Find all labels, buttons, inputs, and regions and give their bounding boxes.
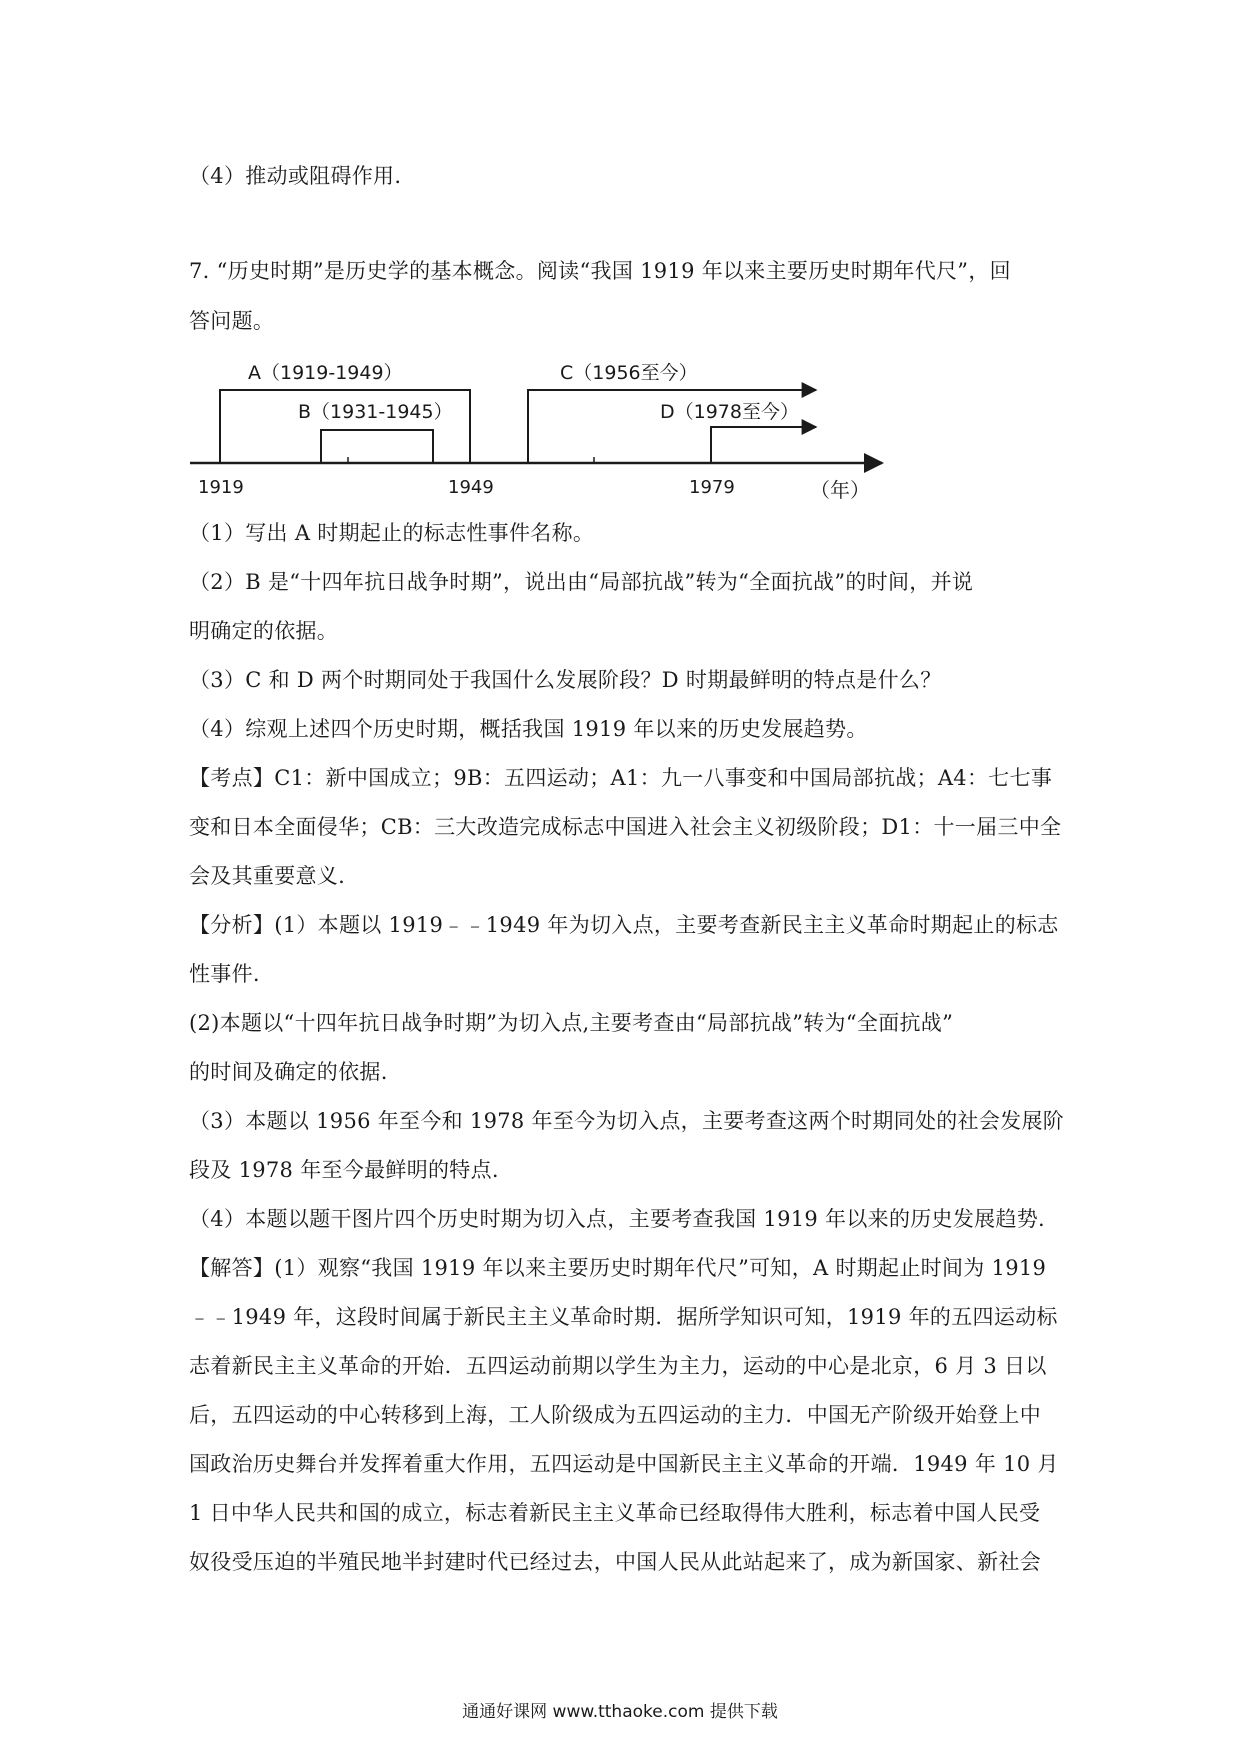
analysis-line: 性事件. [189,962,260,986]
sub-question-4: （4）综观上述四个历史时期，概括我国 1919 年以来的历史发展趋势。 [189,717,868,741]
tick-label-1919: 1919 [198,477,244,498]
solution-line: 【解答】(1）观察“我国 1919 年以来主要历史时期年代尺”可知，A 时期起止时间为 1919 [189,1256,1047,1280]
period-b-label: B（1931-1945） [298,401,453,423]
period-d-arrow [711,427,816,463]
question-stem-continued: 答问题。 [189,309,275,333]
sub-question-3: （3）C 和 D 两个时期同处于我国什么发展阶段？D 时期最鲜明的特点是什么？ [189,668,942,692]
solution-line: 奴役受压迫的半殖民地半封建时代已经过去，中国人民从此站起来了，成为新国家、新社会 [189,1550,1041,1574]
analysis-line: 【分析】(1）本题以 1919﹣﹣1949 年为切入点，主要考查新民主主义革命时期起止的标志 [189,913,1059,937]
solution-line: 后，五四运动的中心转移到上海，工人阶级成为五四运动的主力．中国无产阶级开始登上中 [189,1403,1041,1427]
tick-label-1949: 1949 [448,477,494,498]
period-d-label: D（1978至今） [660,401,799,423]
kaodian-line: 【考点】C1：新中国成立；9B：五四运动；A1：九一八事变和中国局部抗战；A4：七七事 [189,766,1053,790]
analysis-line: 的时间及确定的依据. [189,1060,388,1084]
sub-question-1: （1）写出 A 时期起止的标志性事件名称。 [189,521,595,545]
analysis-line: (2)本题以“十四年抗日战争时期”为切入点,主要考查由“局部抗战”转为“全面抗战” [189,1011,954,1035]
period-b-bracket [321,430,433,463]
solution-line: ﹣﹣1949 年，这段时间属于新民主主义革命时期．据所学知识可知，1919 年的五四运动标 [189,1305,1058,1329]
kaodian-line: 会及其重要意义. [189,864,346,888]
page-footer: 通通好课网 www.tthaoke.com 提供下载 [462,1702,778,1722]
solution-line: 1 日中华人民共和国的成立，标志着新民主主义革命已经取得伟大胜利，标志着中国人民受 [189,1501,1041,1525]
sub-question-2-continued: 明确定的依据。 [189,619,339,643]
tick-label-1979: 1979 [689,477,735,498]
axis-unit-label: （年） [810,478,870,502]
period-a-label: A（1919-1949） [248,362,403,384]
analysis-line: （3）本题以 1956 年至今和 1978 年至今为切入点，主要考查这两个时期同处的社会发展阶 [189,1109,1065,1133]
solution-line: 国政治历史舞台并发挥着重大作用，五四运动是中国新民主主义革命的开端．1949 年 10 月 [189,1452,1059,1476]
timeline-diagram [180,345,900,505]
sub-question-2: （2）B 是“十四年抗日战争时期”，说出由“局部抗战”转为“全面抗战”的时间，并说 [189,570,974,594]
kaodian-line: 变和日本全面侵华；CB：三大改造完成标志中国进入社会主义初级阶段；D1：十一届三中全 [189,815,1062,839]
period-c-label: C（1956至今） [560,362,698,384]
solution-line: 志着新民主主义革命的开始．五四运动前期以学生为主力，运动的中心是北京，6 月 3 日以 [189,1354,1047,1378]
answer-line: （4）推动或阻碍作用. [189,164,402,188]
analysis-line: （4）本题以题干图片四个历史时期为切入点，主要考查我国 1919 年以来的历史发展趋势. [189,1207,1046,1231]
analysis-line: 段及 1978 年至今最鲜明的特点. [189,1158,499,1182]
question-stem: 7. “历史时期”是历史学的基本概念。阅读“我国 1919 年以来主要历史时期年代尺”，回 [189,259,1011,283]
